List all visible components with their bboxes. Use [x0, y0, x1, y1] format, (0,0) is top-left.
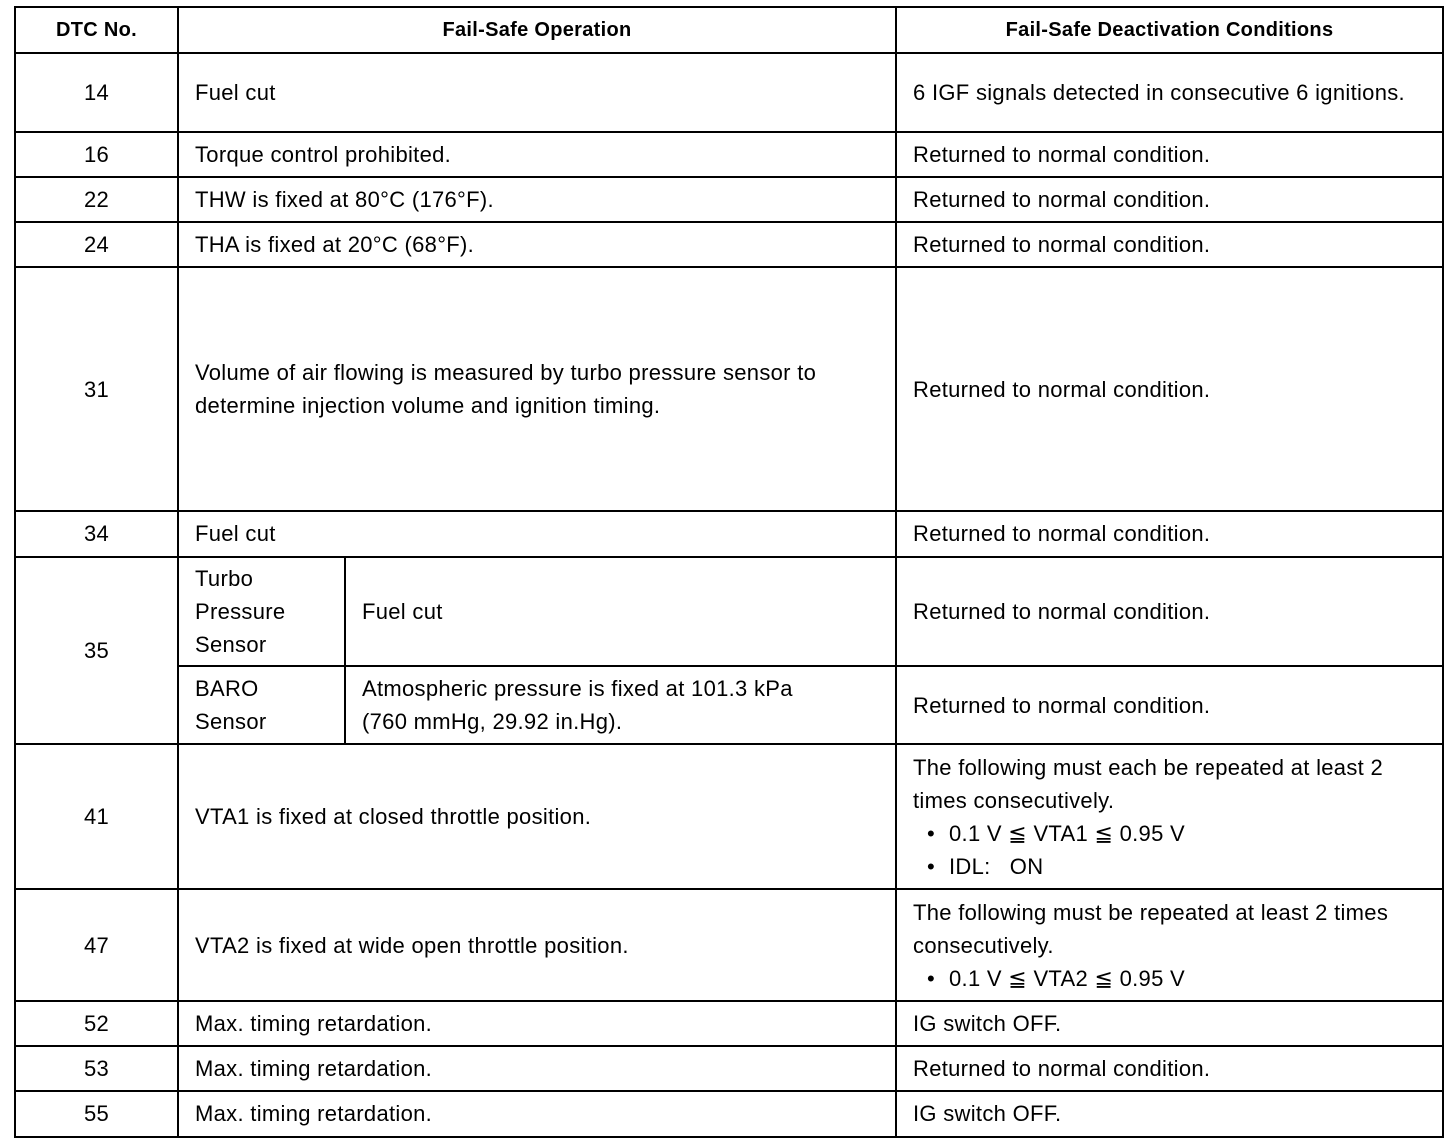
dtc-number: 34 — [15, 511, 178, 557]
sensor-name: Turbo Pressure Sensor — [178, 557, 345, 666]
table-row — [15, 1091, 1443, 1137]
table-row — [15, 557, 1443, 666]
deactivation-condition: Returned to normal condition. — [896, 557, 1443, 666]
deactivation-condition: Returned to normal condition. — [896, 666, 1443, 744]
fail-safe-operation: Torque control prohibited. — [178, 132, 896, 177]
condition-item: • 0.1 V ≦ VTA1 ≦ 0.95 V — [927, 817, 1426, 850]
fail-safe-operation: VTA2 is fixed at wide open throttle position. — [178, 889, 896, 1000]
fail-safe-operation: THA is fixed at 20°C (68°F). — [178, 222, 896, 267]
header-row — [15, 7, 1443, 53]
table-row — [15, 222, 1443, 267]
fail-safe-table — [14, 6, 1444, 1138]
deactivation-condition — [896, 889, 1443, 1000]
fail-safe-operation: Max. timing retardation. — [178, 1046, 896, 1091]
dtc-number: 52 — [15, 1001, 178, 1046]
fail-safe-operation: Fuel cut — [178, 53, 896, 132]
table-row — [15, 1001, 1443, 1046]
deactivation-text: The following must be repeated at least 2 times consecutively. — [913, 899, 1389, 958]
fail-safe-operation: Volume of air flowing is measured by turbo pressure sensor to determine injection volume and ignition timing. — [178, 267, 896, 510]
table-row — [15, 132, 1443, 177]
deactivation-condition: 6 IGF signals detected in consecutive 6 ignitions. — [896, 53, 1443, 132]
table-row — [15, 511, 1443, 557]
dtc-number: 41 — [15, 744, 178, 889]
fail-safe-operation: Max. timing retardation. — [178, 1091, 896, 1137]
dtc-number: 14 — [15, 53, 178, 132]
deactivation-text: The following must each be repeated at least 2 times consecutively. — [913, 754, 1383, 813]
table-row — [15, 744, 1443, 889]
deactivation-condition — [896, 744, 1443, 889]
fail-safe-operation: Fuel cut — [178, 511, 896, 557]
table-row — [15, 177, 1443, 222]
dtc-number: 31 — [15, 267, 178, 510]
table-row — [15, 889, 1443, 1000]
condition-item: • 0.1 V ≦ VTA2 ≦ 0.95 V — [927, 962, 1426, 995]
dtc-number: 35 — [15, 557, 178, 744]
condition-item: • IDL: ON — [927, 850, 1426, 883]
deactivation-condition: Returned to normal condition. — [896, 177, 1443, 222]
header-dtc-no: DTC No. — [15, 7, 178, 53]
dtc-number: 53 — [15, 1046, 178, 1091]
condition-list — [913, 962, 1426, 995]
dtc-number: 22 — [15, 177, 178, 222]
table-row — [15, 1046, 1443, 1091]
table-row — [15, 666, 1443, 744]
dtc-number: 47 — [15, 889, 178, 1000]
deactivation-condition: Returned to normal condition. — [896, 511, 1443, 557]
dtc-number: 16 — [15, 132, 178, 177]
table-row — [15, 267, 1443, 510]
header-fail-safe-operation: Fail-Safe Operation — [178, 7, 896, 53]
deactivation-condition: IG switch OFF. — [896, 1001, 1443, 1046]
fail-safe-operation: Fuel cut — [345, 557, 896, 666]
sensor-name: BARO Sensor — [178, 666, 345, 744]
table-row — [15, 53, 1443, 132]
dtc-number: 24 — [15, 222, 178, 267]
deactivation-condition: Returned to normal condition. — [896, 267, 1443, 510]
header-deactivation-conditions: Fail-Safe Deactivation Conditions — [896, 7, 1443, 53]
deactivation-condition: Returned to normal condition. — [896, 222, 1443, 267]
fail-safe-operation: VTA1 is fixed at closed throttle position. — [178, 744, 896, 889]
condition-list — [913, 817, 1426, 883]
deactivation-condition: Returned to normal condition. — [896, 1046, 1443, 1091]
deactivation-condition: IG switch OFF. — [896, 1091, 1443, 1137]
dtc-number: 55 — [15, 1091, 178, 1137]
fail-safe-operation: Atmospheric pressure is fixed at 101.3 kPa (760 mmHg, 29.92 in.Hg). — [345, 666, 896, 744]
fail-safe-operation: THW is fixed at 80°C (176°F). — [178, 177, 896, 222]
fail-safe-operation: Max. timing retardation. — [178, 1001, 896, 1046]
deactivation-condition: Returned to normal condition. — [896, 132, 1443, 177]
